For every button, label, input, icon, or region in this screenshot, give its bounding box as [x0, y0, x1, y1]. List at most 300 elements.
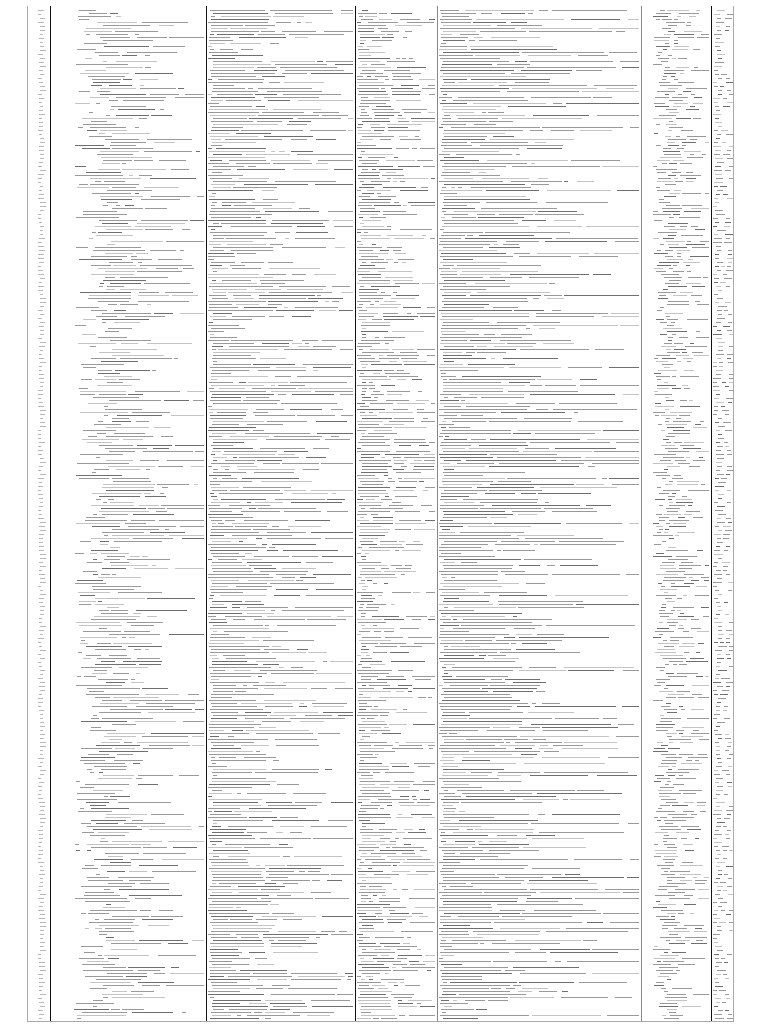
text-line — [546, 931, 628, 932]
text-line — [213, 166, 244, 167]
text-line — [664, 469, 668, 470]
text-line — [210, 550, 258, 551]
text-line — [165, 709, 192, 710]
text-line — [623, 394, 639, 395]
text-line — [684, 925, 704, 926]
text-line — [537, 379, 572, 380]
column-divider — [711, 6, 712, 1021]
text-line — [211, 532, 259, 533]
text-line — [385, 79, 389, 80]
text-line — [128, 646, 162, 647]
row-number — [40, 106, 43, 107]
text-line — [360, 829, 373, 830]
text-line — [358, 205, 372, 206]
text-line — [211, 130, 239, 131]
text-line — [91, 121, 107, 122]
row-number — [39, 238, 45, 239]
text-line — [531, 163, 535, 164]
text-line — [361, 457, 374, 458]
text-line — [444, 196, 526, 197]
text-line — [724, 818, 730, 819]
text-line — [611, 313, 639, 314]
text-line — [717, 162, 724, 163]
text-line — [612, 484, 639, 485]
text-line — [659, 82, 670, 83]
text-line — [521, 754, 537, 755]
text-line — [325, 439, 350, 440]
text-line — [440, 289, 486, 290]
text-line — [450, 982, 517, 983]
text-line — [271, 151, 275, 152]
text-line — [213, 805, 261, 806]
text-line — [99, 772, 103, 773]
text-line — [538, 814, 545, 815]
text-line — [715, 210, 723, 211]
text-line — [714, 278, 719, 279]
text-line — [532, 1015, 601, 1016]
text-line — [374, 397, 378, 398]
text-line — [337, 994, 353, 995]
text-line — [565, 874, 580, 875]
text-line — [357, 1018, 371, 1019]
text-line — [384, 301, 396, 302]
text-line — [469, 448, 517, 449]
row-number — [40, 210, 44, 211]
row-number — [40, 154, 44, 155]
text-line — [104, 955, 149, 956]
text-line — [474, 124, 496, 125]
text-line — [666, 400, 674, 401]
text-line — [139, 505, 159, 506]
text-line — [439, 181, 503, 182]
text-line — [332, 301, 339, 302]
row-number — [40, 670, 45, 671]
text-line — [85, 58, 92, 59]
text-line — [399, 802, 414, 803]
row-number — [40, 30, 45, 31]
text-line — [714, 154, 720, 155]
text-line — [667, 781, 671, 782]
text-line — [317, 295, 321, 296]
text-line — [209, 730, 224, 731]
text-line — [533, 739, 546, 740]
text-line — [360, 61, 380, 62]
text-line — [484, 592, 527, 593]
text-line — [440, 88, 509, 89]
row-number — [38, 450, 43, 451]
text-line — [211, 592, 243, 593]
text-line — [403, 37, 407, 38]
text-line — [668, 676, 687, 677]
text-line — [213, 571, 253, 572]
text-line — [723, 194, 728, 195]
text-line — [239, 892, 304, 893]
text-line — [667, 736, 672, 737]
row-number — [40, 186, 43, 187]
text-line — [208, 577, 273, 578]
text-line — [440, 583, 519, 584]
text-line — [442, 118, 451, 119]
text-line — [505, 574, 548, 575]
text-line — [290, 382, 347, 383]
text-line — [226, 658, 276, 659]
text-line — [563, 799, 568, 800]
text-line — [728, 786, 732, 787]
text-line — [360, 790, 384, 791]
text-line — [667, 712, 677, 713]
text-line — [359, 937, 370, 938]
text-line — [669, 280, 681, 281]
text-line — [360, 361, 380, 362]
text-line — [264, 688, 307, 689]
text-line — [656, 853, 676, 854]
text-line — [676, 556, 697, 557]
text-line — [369, 685, 390, 686]
text-line — [669, 1012, 676, 1013]
text-line — [315, 184, 353, 185]
text-line — [665, 250, 673, 251]
text-line — [359, 202, 390, 203]
text-line — [684, 895, 693, 896]
text-line — [125, 205, 134, 206]
text-line — [266, 802, 292, 803]
text-line — [678, 37, 694, 38]
text-line — [714, 182, 723, 183]
text-line — [466, 352, 475, 353]
row-number — [39, 498, 43, 499]
text-line — [315, 391, 353, 392]
text-line — [379, 412, 413, 413]
text-line — [107, 733, 145, 734]
text-line — [123, 439, 143, 440]
row-number — [39, 962, 45, 963]
text-line — [82, 148, 110, 149]
text-line — [241, 745, 269, 746]
text-line — [414, 529, 435, 530]
text-line — [725, 750, 729, 751]
row-number — [38, 654, 41, 655]
text-line — [442, 805, 453, 806]
text-line — [443, 517, 487, 518]
text-line — [391, 661, 425, 662]
text-line — [208, 808, 240, 809]
text-line — [361, 901, 366, 902]
text-line — [212, 661, 247, 662]
text-line — [77, 676, 81, 677]
text-line — [724, 310, 728, 311]
text-line — [213, 67, 254, 68]
text-line — [714, 130, 718, 131]
text-line — [405, 31, 412, 32]
text-line — [283, 550, 338, 551]
text-line — [552, 877, 624, 878]
text-line — [566, 523, 622, 524]
text-line — [671, 586, 690, 587]
text-line — [442, 325, 526, 326]
text-line — [719, 990, 726, 991]
text-line — [212, 280, 216, 281]
text-line — [717, 134, 721, 135]
text-line — [684, 574, 704, 575]
text-line — [361, 340, 394, 341]
text-line — [257, 979, 287, 980]
text-line — [159, 25, 174, 26]
text-line — [359, 727, 381, 728]
text-line — [297, 226, 325, 227]
text-line — [453, 628, 505, 629]
text-line — [213, 556, 245, 557]
text-line — [677, 598, 682, 599]
text-line — [659, 1006, 678, 1007]
text-line — [726, 518, 731, 519]
text-line — [379, 829, 397, 830]
text-line — [440, 823, 528, 824]
text-line — [660, 805, 670, 806]
row-number — [39, 850, 43, 851]
text-line — [538, 211, 577, 212]
text-line — [461, 625, 542, 626]
text-line — [271, 673, 314, 674]
text-line — [535, 433, 595, 434]
text-line — [713, 414, 717, 415]
text-line — [360, 37, 380, 38]
text-line — [270, 715, 296, 716]
text-line — [233, 295, 251, 296]
text-line — [662, 79, 666, 80]
text-line — [212, 604, 224, 605]
text-line — [208, 910, 247, 911]
text-line — [325, 538, 353, 539]
text-line — [714, 954, 719, 955]
row-number — [40, 762, 43, 763]
text-line — [663, 289, 668, 290]
text-line — [268, 100, 290, 101]
text-line — [440, 985, 510, 986]
row-number — [40, 18, 45, 19]
text-line — [716, 110, 720, 111]
text-line — [111, 943, 161, 944]
text-line — [728, 250, 732, 251]
text-line — [530, 61, 613, 62]
text-line — [380, 784, 410, 785]
text-line — [93, 715, 97, 716]
text-line — [112, 529, 159, 530]
text-line — [693, 460, 705, 461]
text-line — [673, 430, 690, 431]
row-number — [40, 334, 44, 335]
text-line — [364, 232, 368, 233]
text-line — [359, 106, 369, 107]
text-line — [720, 642, 724, 643]
text-line — [365, 859, 385, 860]
row-number — [39, 534, 44, 535]
text-line — [232, 268, 261, 269]
text-line — [212, 865, 249, 866]
text-line — [714, 502, 718, 503]
text-line — [441, 574, 498, 575]
text-line — [85, 892, 114, 893]
text-line — [129, 895, 182, 896]
text-line — [479, 235, 534, 236]
text-line — [358, 130, 371, 131]
text-line — [180, 250, 184, 251]
text-line — [716, 866, 720, 867]
text-line — [716, 878, 720, 879]
text-line — [361, 544, 377, 545]
row-number — [39, 514, 42, 515]
text-line — [695, 595, 709, 596]
text-line — [230, 490, 280, 491]
text-line — [684, 904, 696, 905]
text-line — [232, 607, 240, 608]
text-line — [454, 607, 516, 608]
text-line — [714, 398, 719, 399]
text-line — [532, 703, 536, 704]
text-line — [383, 214, 417, 215]
text-line — [684, 802, 694, 803]
text-line — [671, 583, 675, 584]
text-line — [576, 484, 604, 485]
row-number — [38, 446, 41, 447]
text-line — [109, 655, 127, 656]
row-number — [39, 562, 43, 563]
text-line — [371, 853, 396, 854]
text-line — [283, 919, 302, 920]
text-line — [727, 758, 731, 759]
text-line — [255, 958, 267, 959]
text-line — [360, 181, 364, 182]
text-line — [691, 94, 695, 95]
text-line — [94, 766, 127, 767]
text-line — [138, 784, 158, 785]
text-line — [359, 427, 392, 428]
text-line — [695, 760, 699, 761]
column-divider — [206, 6, 207, 1021]
text-line — [362, 226, 384, 227]
text-line — [696, 451, 709, 452]
text-line — [444, 115, 450, 116]
text-line — [471, 187, 531, 188]
text-line — [540, 487, 617, 488]
text-line — [257, 67, 276, 68]
text-line — [122, 169, 166, 170]
text-line — [243, 685, 247, 686]
text-line — [109, 634, 160, 635]
row-number — [38, 910, 44, 911]
text-line — [333, 220, 353, 221]
text-line — [211, 28, 228, 29]
text-line — [222, 478, 237, 479]
text-line — [357, 844, 376, 845]
row-number — [40, 422, 45, 423]
text-line — [213, 343, 254, 344]
text-line — [213, 88, 245, 89]
text-line — [669, 481, 673, 482]
text-line — [190, 220, 204, 221]
text-line — [101, 553, 129, 554]
text-line — [359, 244, 363, 245]
text-line — [106, 229, 143, 230]
text-line — [392, 592, 411, 593]
text-line — [212, 55, 263, 56]
text-line — [373, 652, 387, 653]
text-line — [686, 265, 690, 266]
text-line — [212, 1003, 240, 1004]
text-line — [444, 691, 488, 692]
row-number — [39, 550, 44, 551]
text-line — [718, 482, 726, 483]
text-line — [76, 850, 80, 851]
text-line — [715, 590, 719, 591]
text-line — [442, 775, 488, 776]
row-number — [38, 766, 42, 767]
text-line — [247, 793, 286, 794]
text-line — [115, 31, 158, 32]
text-line — [360, 760, 364, 761]
text-line — [80, 412, 128, 413]
text-line — [396, 817, 413, 818]
row-number — [39, 526, 45, 527]
text-line — [109, 262, 133, 263]
text-line — [95, 649, 126, 650]
text-line — [261, 481, 312, 482]
text-line — [171, 169, 189, 170]
text-line — [208, 514, 243, 515]
text-line — [95, 928, 102, 929]
text-line — [679, 754, 693, 755]
text-line — [103, 985, 134, 986]
text-line — [725, 18, 732, 19]
text-line — [101, 742, 120, 743]
text-line — [361, 580, 365, 581]
text-line — [232, 535, 292, 536]
text-line — [144, 151, 192, 152]
text-line — [653, 700, 663, 701]
row-number — [38, 954, 41, 955]
text-line — [103, 502, 107, 503]
text-line — [104, 736, 136, 737]
text-line — [443, 379, 447, 380]
text-line — [99, 286, 103, 287]
text-line — [341, 292, 353, 293]
row-number — [38, 854, 43, 855]
text-line — [267, 550, 278, 551]
column-5 — [643, 10, 710, 1022]
text-line — [439, 550, 493, 551]
text-line — [725, 834, 729, 835]
text-line — [724, 278, 732, 279]
text-line — [439, 862, 460, 863]
row-number — [40, 206, 46, 207]
text-line — [484, 334, 495, 335]
text-line — [213, 1000, 261, 1001]
text-line — [210, 886, 231, 887]
text-line — [162, 859, 204, 860]
text-line — [103, 205, 108, 206]
text-line — [249, 808, 306, 809]
text-line — [511, 643, 516, 644]
text-line — [239, 37, 286, 38]
text-line — [668, 433, 690, 434]
text-line — [658, 370, 677, 371]
text-line — [213, 688, 258, 689]
row-number — [39, 262, 44, 263]
text-line — [209, 784, 270, 785]
text-line — [359, 535, 385, 536]
text-line — [685, 346, 707, 347]
text-line — [271, 391, 311, 392]
text-line — [357, 553, 361, 554]
